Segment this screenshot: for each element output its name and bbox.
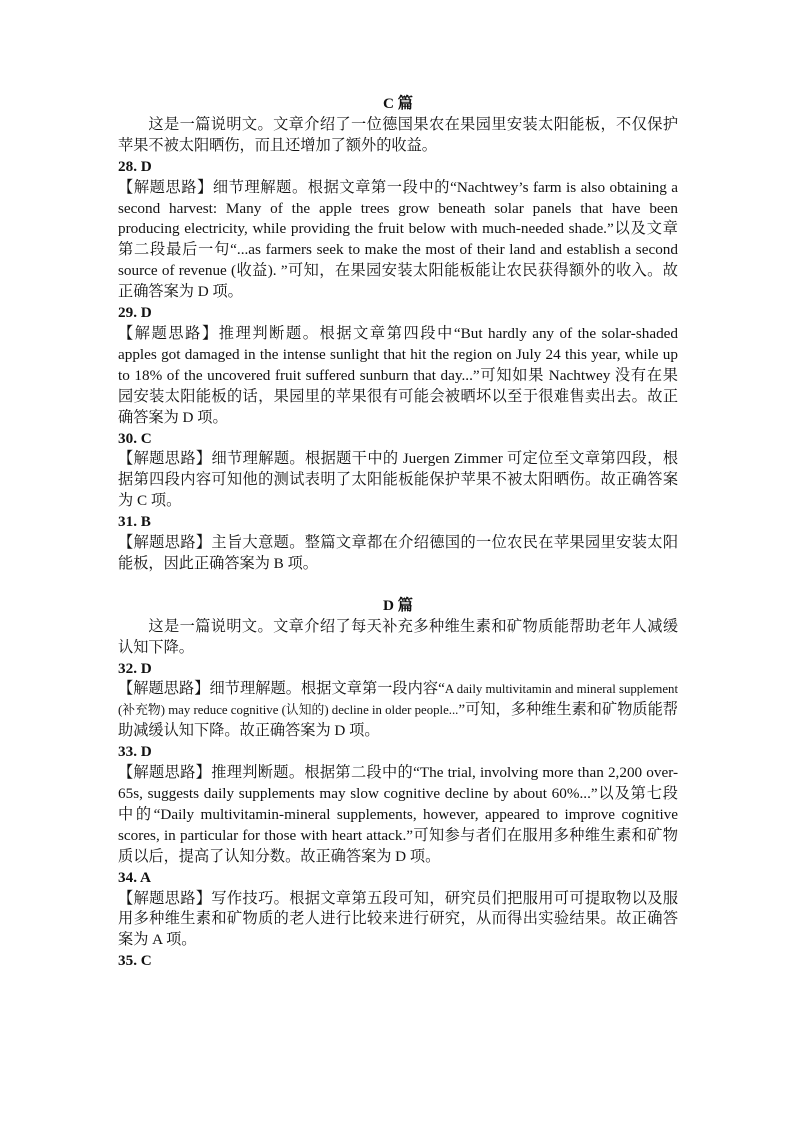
explanation-tag: 【解题思路】 bbox=[118, 178, 213, 196]
explanation-tag: 【解题思路】 bbox=[118, 889, 212, 907]
question-explanation-29 bbox=[118, 324, 678, 429]
explanation-quote: A daily multivitamin and mineral supplement (补充物) may reduce cognitive (认知的) decline in older people... bbox=[118, 682, 679, 718]
question-explanation-33 bbox=[118, 763, 678, 868]
explanation-tag: 【解题思路】 bbox=[118, 324, 219, 342]
question-explanation-34 bbox=[118, 889, 678, 952]
question-number-33: 33. D bbox=[118, 743, 152, 761]
explanation-tag: 【解题思路】 bbox=[118, 450, 212, 468]
section-intro-d: 这是一篇说明文。文章介绍了每天补充多种维生素和矿物质能帮助老年人减缓认知下降。 bbox=[118, 617, 678, 656]
question-number-30: 30. C bbox=[118, 429, 152, 447]
question-explanation-28 bbox=[118, 178, 678, 303]
question-number-32: 32. D bbox=[118, 659, 152, 677]
explanation-text: 推理判断题。根据第二段中的“The trial, involving more than 2,200 over-65s, suggests daily supplements may slow cognitive decline by about 60%...”以及第七段中的“Daily multivitamin-mineral supplements, however, appeared to improve cognitive scores, in particular for those with heart attack.”可知参与者们在服用多种维生素和矿物质以后，提高了认知分数。故正确答案为 D 项。 bbox=[118, 764, 679, 865]
explanation-text: 细节理解题。根据题干中的 Juergen Zimmer 可定位至文章第四段，根据第四段内容可知他的测试表明了太阳能板能保护苹果不被太阳晒伤。故正确答案为 C 项。 bbox=[118, 450, 679, 510]
explanation-tag: 【解题思路】 bbox=[118, 534, 212, 552]
explanation-text: 写作技巧。根据文章第五段可知，研究员们把服用可可提取物以及服用多种维生素和矿物质的老人进行比较来进行研究，从而得出实验结果。故正确答案为 A 项。 bbox=[118, 889, 679, 949]
explanation-text: ”可知，多种维生素和矿物质能帮助减缓认知下降。故正确答案为 D 项。 bbox=[118, 701, 678, 740]
question-number-31: 31. B bbox=[118, 513, 151, 531]
question-number-34: 34. A bbox=[118, 868, 151, 886]
answer-key-page bbox=[118, 94, 678, 972]
section-title-c: C 篇 bbox=[383, 95, 413, 112]
section-intro-c: 这是一篇说明文。文章介绍了一位德国果农在果园里安装太阳能板，不仅保护苹果不被太阳晒伤，而且还增加了额外的收益。 bbox=[118, 115, 678, 154]
question-explanation-31 bbox=[118, 533, 678, 575]
explanation-text: 主旨大意题。整篇文章都在介绍德国的一位农民在苹果园里安装太阳能板，因此正确答案为 B 项。 bbox=[118, 534, 679, 572]
question-explanation-32 bbox=[118, 679, 678, 742]
question-number-28: 28. D bbox=[118, 157, 152, 175]
explanation-text: 细节理解题。根据文章第一段内容“ bbox=[209, 680, 445, 698]
section-title-d: D 篇 bbox=[383, 596, 413, 614]
question-number-35: 35. C bbox=[118, 952, 152, 970]
question-number-29: 29. D bbox=[118, 304, 152, 322]
explanation-text: 细节理解题。根据文章第一段中的“Nachtwey’s farm is also obtaining a second harvest: Many of the apple trees grow beneath solar panels that have been producing electricity, while providing the fruit below with much-needed shade.”以及文章第二段最后一句“...as farmers seek to make the most of their land and establish a second source of revenue (收益). ”可知，在果园安装太阳能板能让农民获得额外的收入。故正确答案为 D 项。 bbox=[118, 178, 679, 301]
explanation-tag: 【解题思路】 bbox=[118, 764, 212, 782]
explanation-tag: 【解题思路】 bbox=[118, 680, 210, 698]
explanation-text: 推理判断题。根据文章第四段中“But hardly any of the solar-shaded apples got damaged in the intense sunlight that hit the region on July 24 this year, while up to 18% of the uncovered fruit suffered sunburn that day...”可知如果 Nachtwey 没有在果园安装太阳能板的话，果园里的苹果很有可能会被晒坏以至于很难售卖出去。故正确答案为 D 项。 bbox=[118, 324, 678, 426]
question-explanation-30 bbox=[118, 449, 678, 512]
section-spacer bbox=[118, 575, 678, 596]
